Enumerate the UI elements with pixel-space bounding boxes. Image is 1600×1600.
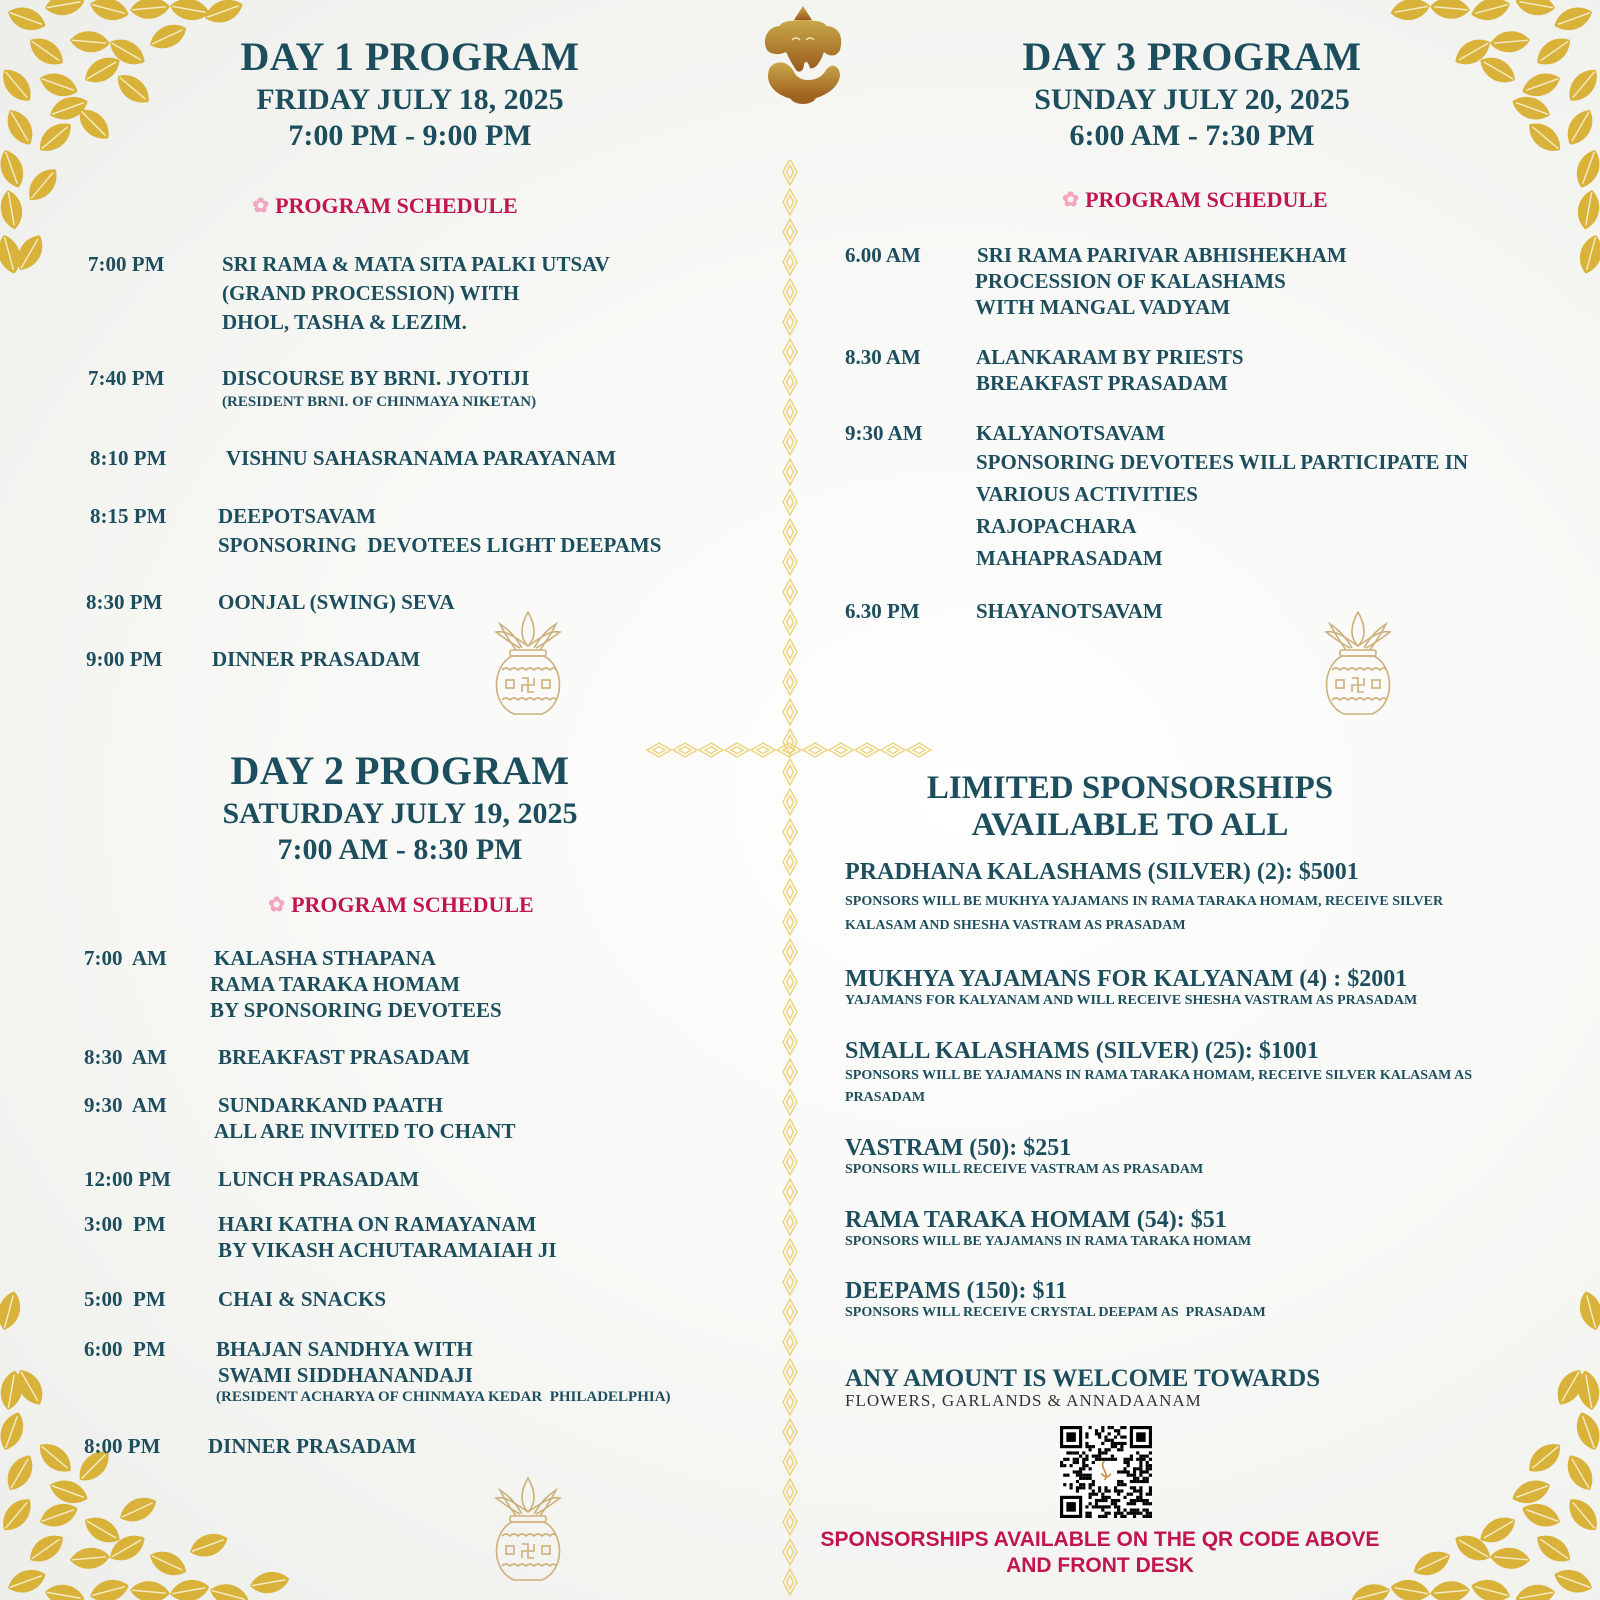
item-time: 9:30 AM <box>845 421 923 445</box>
flower-icon: ✿ <box>252 195 270 217</box>
diamond-ornament <box>783 160 797 185</box>
item-desc: DISCOURSE BY BRNI. JYOTIJI <box>222 366 530 390</box>
diamond-ornament <box>783 699 797 725</box>
kalash-icon <box>1316 608 1400 722</box>
sponsorship-name: MUKHYA YAJAMANS FOR KALYANAM (4) : $2001 <box>845 966 1408 992</box>
item-time: 7:00 AM <box>84 946 167 970</box>
item-note: (RESIDENT BRNI. OF CHINMAYA NIKETAN) <box>222 394 537 410</box>
diamond-ornament <box>783 309 797 335</box>
day2-item <box>84 1336 671 1406</box>
day1-header <box>180 34 640 154</box>
day2-title: DAY 2 PROGRAM <box>230 748 570 793</box>
item-desc: SUNDARKAND PAATH <box>218 1093 443 1117</box>
ganesha-icon <box>760 4 846 108</box>
item-desc: BREAKFAST PRASADAM <box>218 1045 470 1069</box>
sponsorship-item <box>845 1206 1535 1250</box>
item-desc: WITH MANGAL VADYAM <box>975 295 1231 319</box>
item-desc: ALANKARAM BY PRIESTS <box>976 345 1244 369</box>
sponsorship-name: DEEPAMS (150): $11 <box>845 1278 1068 1304</box>
day1-title: DAY 1 PROGRAM <box>240 34 580 79</box>
item-desc: CHAI & SNACKS <box>218 1287 387 1311</box>
diamond-ornament <box>783 1299 797 1325</box>
item-desc: ALL ARE INVITED TO CHANT <box>214 1119 516 1143</box>
diamond-ornament <box>783 1239 797 1265</box>
diamond-ornament <box>783 1179 797 1205</box>
sponsorship-desc: SPONSORS WILL BE YAJAMANS IN RAMA TARAKA HOMAM, RECEIVE SILVER KALASAM AS PRASADAM <box>845 1068 1473 1105</box>
sponsorship-desc: SPONSORS WILL RECEIVE VASTRAM AS PRASADAM <box>845 1162 1204 1177</box>
diamond-ornament <box>783 1359 797 1385</box>
day3-header <box>962 34 1422 154</box>
flower-icon: ✿ <box>268 894 286 916</box>
sponsorship-name: PRADHANA KALASHAMS (SILVER) (2): $5001 <box>845 859 1359 885</box>
footer-line1: SPONSORSHIPS AVAILABLE ON THE QR CODE ABOVE <box>820 1528 1380 1551</box>
item-time: 9:00 PM <box>86 647 163 671</box>
diamond-ornament <box>783 969 797 995</box>
day2-item <box>84 1092 515 1144</box>
diamond-ornament <box>783 1329 797 1355</box>
diamond-ornament <box>783 1149 797 1175</box>
sponsorship-item <box>845 858 1535 938</box>
item-time: 7:00 PM <box>88 252 165 276</box>
day1-date: FRIDAY JULY 18, 2025 <box>256 83 564 116</box>
diamond-ornament <box>783 429 797 455</box>
day1-item <box>88 365 536 411</box>
item-time: 12:00 PM <box>84 1167 171 1191</box>
sponsorship-desc: SPONSORS WILL BE YAJAMANS IN RAMA TARAKA HOMAM <box>845 1234 1252 1249</box>
sponsorship-item <box>845 1134 1535 1178</box>
diamond-ornament <box>783 1479 797 1505</box>
item-note: (RESIDENT ACHARYA OF CHINMAYA KEDAR PHILADELPHIA) <box>216 1389 671 1405</box>
item-desc: DINNER PRASADAM <box>208 1434 417 1458</box>
diamond-ornament <box>783 279 797 305</box>
diamond-ornament <box>783 189 797 215</box>
any-amount-title: ANY AMOUNT IS WELCOME TOWARDS <box>845 1365 1321 1392</box>
sponsorship-desc: YAJAMANS FOR KALYANAM AND WILL RECEIVE SHESHA VASTRAM AS PRASADAM <box>845 993 1418 1008</box>
any-amount-block <box>845 1366 1320 1410</box>
diamond-ornament <box>783 519 797 545</box>
diamond-ornament <box>783 819 797 845</box>
item-desc: BREAKFAST PRASADAM <box>976 371 1228 395</box>
sponsorships-title-line1: LIMITED SPONSORSHIPS <box>926 770 1334 806</box>
diamond-ornament <box>783 399 797 425</box>
day3-schedule-heading <box>1030 187 1360 213</box>
diamond-ornament <box>783 549 797 575</box>
diamond-ornament <box>783 639 797 665</box>
item-desc: SPONSORING DEVOTEES WILL PARTICIPATE IN <box>976 450 1469 474</box>
diamond-ornament <box>803 743 827 757</box>
diamond-ornament <box>783 1389 797 1415</box>
diamond-ornament <box>783 1449 797 1475</box>
day1-time: 7:00 PM - 9:00 PM <box>288 119 532 152</box>
day2-item <box>84 945 502 1023</box>
item-desc: OONJAL (SWING) SEVA <box>218 590 455 614</box>
item-time: 8:30 AM <box>84 1045 167 1069</box>
sponsorship-desc: SPONSORS WILL BE MUKHYA YAJAMANS IN RAMA TARAKA HOMAM, RECEIVE SILVER KALASAM AND SHESHA VASTRAM AS PRASADAM <box>845 894 1444 933</box>
item-desc: DHOL, TASHA & LEZIM. <box>222 310 467 334</box>
sponsorships-title-line2: AVAILABLE TO ALL <box>971 807 1289 843</box>
schedule-heading-label: PROGRAM SCHEDULE <box>275 193 518 218</box>
diamond-ornament <box>673 743 697 757</box>
item-desc: (GRAND PROCESSION) WITH <box>222 281 520 305</box>
diamond-ornament <box>783 1209 797 1235</box>
sponsorship-desc: SPONSORS WILL RECEIVE CRYSTAL DEEPAM AS PRASADAM <box>845 1305 1266 1320</box>
diamond-ornament <box>783 609 797 635</box>
item-time: 5:00 PM <box>84 1287 166 1311</box>
diamond-ornament <box>699 743 723 757</box>
diamond-ornament <box>783 1029 797 1055</box>
item-desc: PROCESSION OF KALASHAMS <box>975 269 1286 293</box>
item-desc: RAMA TARAKA HOMAM <box>210 972 461 996</box>
diamond-ornament <box>783 789 797 815</box>
item-time: 6:00 PM <box>84 1337 166 1361</box>
sponsorship-item <box>845 965 1535 1009</box>
day3-item <box>845 242 1347 320</box>
diamond-ornament <box>783 459 797 485</box>
item-desc: SRI RAMA PARIVAR ABHISHEKHAM <box>977 243 1347 267</box>
item-desc: BHAJAN SANDHYA WITH <box>216 1337 473 1361</box>
item-desc: BY SPONSORING DEVOTEES <box>210 998 502 1022</box>
diamond-ornament <box>907 743 931 757</box>
diamond-ornament <box>829 743 853 757</box>
day3-item <box>845 344 1244 396</box>
diamond-ornament <box>751 743 775 757</box>
day2-schedule-heading <box>236 892 566 918</box>
diamond-ornament <box>783 909 797 935</box>
diamond-ornament <box>783 339 797 365</box>
day2-header <box>170 748 630 868</box>
diamond-ornament <box>647 743 671 757</box>
day1-item <box>86 589 455 615</box>
diamond-chain-divider-horizontal <box>645 738 945 762</box>
sponsorship-item <box>845 1277 1535 1321</box>
diamond-ornament <box>783 939 797 965</box>
day3-time: 6:00 AM - 7:30 PM <box>1069 119 1315 152</box>
flower-icon: ✿ <box>1062 189 1080 211</box>
diamond-ornament <box>783 579 797 605</box>
item-desc: VISHNU SAHASRANAMA PARAYANAM <box>226 446 617 470</box>
diamond-ornament <box>777 743 801 757</box>
schedule-heading-label: PROGRAM SCHEDULE <box>291 892 534 917</box>
item-desc: SPONSORING DEVOTEES LIGHT DEEPAMS <box>218 533 662 557</box>
item-desc: DINNER PRASADAM <box>212 647 421 671</box>
day3-item <box>845 598 1163 624</box>
item-time: 3:00 PM <box>84 1212 166 1236</box>
day1-item <box>86 646 420 672</box>
item-desc: MAHAPRASADAM <box>976 546 1163 570</box>
item-time: 9:30 AM <box>84 1093 167 1117</box>
item-desc: DEEPOTSAVAM <box>218 504 376 528</box>
sponsorship-name: VASTRAM (50): $251 <box>845 1135 1072 1161</box>
item-desc: SRI RAMA & MATA SITA PALKI UTSAV <box>222 252 610 276</box>
diamond-ornament <box>783 1419 797 1445</box>
qr-code[interactable] <box>1060 1426 1152 1518</box>
diamond-ornament <box>783 999 797 1025</box>
sponsorships-header <box>900 770 1360 844</box>
kalash-icon <box>486 1474 570 1588</box>
diamond-ornament <box>783 1119 797 1145</box>
item-desc: VARIOUS ACTIVITIES <box>976 482 1198 506</box>
any-amount-subtitle: FLOWERS, GARLANDS & ANNADAANAM <box>845 1391 1202 1410</box>
day2-item <box>84 1286 386 1312</box>
day3-item <box>845 420 1468 574</box>
diamond-ornament <box>783 489 797 515</box>
item-time: 8:00 PM <box>84 1434 161 1458</box>
diamond-ornament <box>783 669 797 695</box>
item-desc: SHAYANOTSAVAM <box>976 599 1163 623</box>
item-time: 8.30 AM <box>845 345 921 369</box>
day2-item <box>84 1166 419 1192</box>
item-time: 6.00 AM <box>845 243 921 267</box>
diamond-ornament <box>783 879 797 905</box>
kalash-icon <box>486 608 570 722</box>
item-desc: SWAMI SIDDHANANDAJI <box>218 1363 473 1387</box>
item-time: 8:15 PM <box>90 504 167 528</box>
day2-item <box>84 1211 557 1263</box>
item-desc: LUNCH PRASADAM <box>218 1167 420 1191</box>
diamond-ornament <box>783 249 797 275</box>
day1-item <box>90 445 616 471</box>
item-desc: BY VIKASH ACHUTARAMAIAH JI <box>218 1238 557 1262</box>
footer-line2: AND FRONT DESK <box>1006 1554 1194 1577</box>
diamond-chain-divider-vertical <box>778 160 802 1600</box>
item-time: 7:40 PM <box>88 366 165 390</box>
item-desc: KALASHA STHAPANA <box>214 946 436 970</box>
diamond-ornament <box>855 743 879 757</box>
item-desc: RAJOPACHARA <box>976 514 1137 538</box>
schedule-heading-label: PROGRAM SCHEDULE <box>1085 187 1328 212</box>
day1-schedule-heading <box>220 193 550 219</box>
day2-item <box>84 1044 470 1070</box>
diamond-ornament <box>783 849 797 875</box>
diamond-ornament <box>783 1089 797 1115</box>
sponsorship-name: SMALL KALASHAMS (SILVER) (25): $1001 <box>845 1038 1319 1064</box>
day3-date: SUNDAY JULY 20, 2025 <box>1034 83 1350 116</box>
item-time: 8:10 PM <box>90 446 167 470</box>
diamond-ornament <box>725 743 749 757</box>
day1-item <box>90 503 661 558</box>
diamond-ornament <box>783 369 797 395</box>
diamond-ornament <box>783 759 797 785</box>
day2-date: SATURDAY JULY 19, 2025 <box>222 797 578 830</box>
day1-item <box>88 251 610 335</box>
sponsorship-name: RAMA TARAKA HOMAM (54): $51 <box>845 1207 1227 1233</box>
day3-title: DAY 3 PROGRAM <box>1022 34 1362 79</box>
diamond-ornament <box>783 1059 797 1085</box>
diamond-ornament <box>783 1269 797 1295</box>
diamond-ornament <box>881 743 905 757</box>
day2-item <box>84 1433 416 1459</box>
sponsorship-footer <box>780 1527 1420 1579</box>
item-desc: HARI KATHA ON RAMAYANAM <box>218 1212 537 1236</box>
day2-time: 7:00 AM - 8:30 PM <box>277 833 523 866</box>
diamond-ornament <box>783 219 797 245</box>
item-desc: KALYANOTSAVAM <box>976 421 1166 445</box>
item-time: 8:30 PM <box>86 590 163 614</box>
item-time: 6.30 PM <box>845 599 920 623</box>
sponsorship-item <box>845 1037 1535 1109</box>
